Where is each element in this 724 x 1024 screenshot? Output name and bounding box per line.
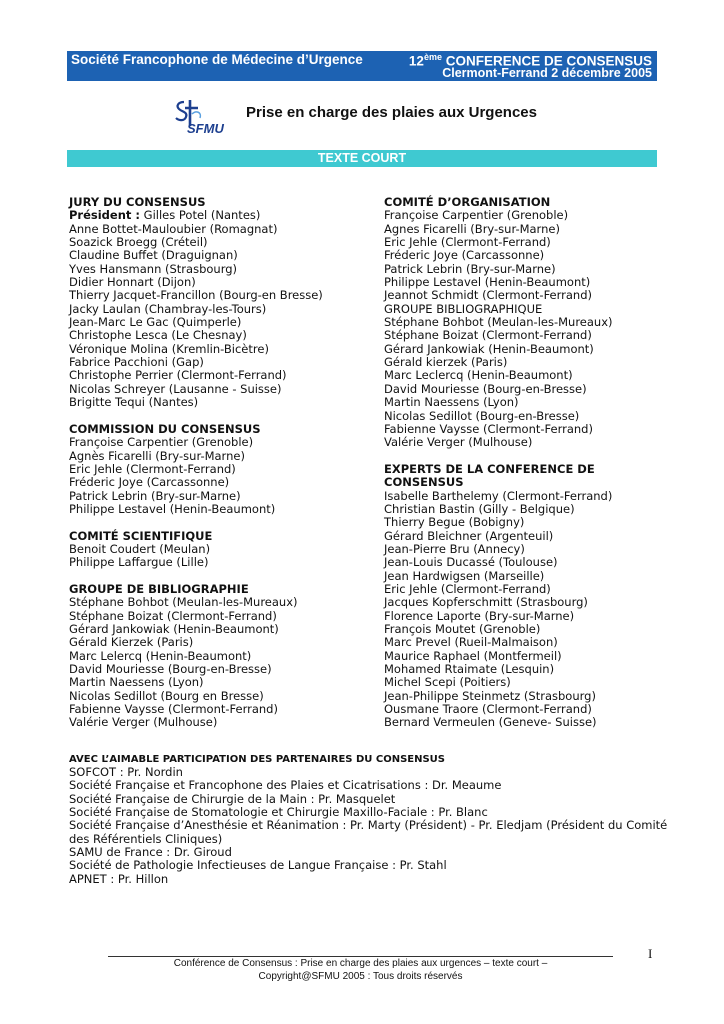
list-item: Société Française d’Anesthésie et Réanimation : Pr. Marty (Président) - Pr. Eledjam (Président du Comité des Référentiels Cliniques): [69, 818, 668, 846]
list-item: APNET : Pr. Hillon: [69, 871, 169, 886]
scientific-committee-title: COMITÉ SCIENTIFIQUE: [69, 528, 213, 543]
list-item: GROUPE BIBLIOGRAPHIQUE: [384, 301, 543, 316]
list-item: Patrick Lebrin (Bry-sur-Marne): [384, 261, 556, 276]
list-item: Fabrice Pacchioni (Gap): [69, 355, 204, 370]
conference-place-date: Clermont-Ferrand 2 décembre 2005: [442, 66, 652, 80]
list-item: Fréderic Joye (Carcassonne): [69, 475, 230, 490]
list-item: David Mouriesse (Bourg-en-Bresse): [69, 662, 272, 677]
list-item: Jacques Kopferschmitt (Strasbourg): [384, 595, 588, 610]
section-banner: TEXTE COURT: [67, 150, 657, 167]
list-item: Yves Hansmann (Strasbourg): [69, 261, 238, 276]
right-column: [384, 196, 674, 730]
list-item: Philippe Lestavel (Henin-Beaumont): [384, 275, 591, 290]
list-item: Philippe Laffargue (Lille): [69, 555, 209, 570]
list-item: Martin Naessens (Lyon): [384, 395, 519, 410]
list-item: Michel Scepi (Poitiers): [384, 675, 511, 690]
list-item: Stéphane Bohbot (Meulan-les-Mureaux): [384, 315, 613, 330]
list-item: Jean Hardwigsen (Marseille): [384, 568, 545, 583]
list-item: Gérard Bleichner (Argenteuil): [384, 528, 554, 543]
list-item: Christophe Lesca (Le Chesnay): [69, 328, 247, 343]
list-item: Nicolas Schreyer (Lausanne - Suisse): [69, 381, 282, 396]
list-item: Agnes Ficarelli (Bry-sur-Marne): [384, 221, 560, 236]
list-item: Jacky Laulan (Chambray-les-Tours): [69, 301, 267, 316]
list-item: Gérald Kierzek (Paris): [69, 635, 194, 650]
list-item: Thierry Jacquet-Francillon (Bourg-en Bresse): [69, 288, 323, 303]
list-item: Anne Bottet-Mauloubier (Romagnat): [69, 221, 278, 236]
sfmu-logo-icon: [170, 96, 224, 136]
list-item: Didier Honnart (Dijon): [69, 275, 196, 290]
partners-section: [69, 753, 669, 886]
document-title: Prise en charge des plaies aux Urgences: [246, 104, 537, 121]
list-item: Société Française de Stomatologie et Chirurgie Maxillo-Faciale : Pr. Blanc: [69, 805, 488, 820]
list-item: Gérard Jankowiak (Henin-Beaumont): [69, 622, 279, 636]
commission-title: COMMISSION DU CONSENSUS: [69, 421, 261, 436]
bibliography-group-title: GROUPE DE BIBLIOGRAPHIE: [69, 581, 249, 596]
list-item: Valérie Verger (Mulhouse): [384, 435, 533, 450]
footer: [108, 958, 613, 983]
list-item: Eric Jehle (Clermont-Ferrand): [384, 235, 551, 250]
list-item: SAMU de France : Dr. Giroud: [69, 845, 232, 860]
scientific-committee-members: [69, 543, 369, 570]
list-item: Brigitte Tequi (Nantes): [69, 395, 199, 410]
list-item: François Moutet (Grenoble): [384, 622, 541, 636]
list-item: Philippe Lestavel (Henin-Beaumont): [69, 501, 276, 516]
partners-title: AVEC L’AIMABLE PARTICIPATION DES PARTENAIRES DU CONSENSUS: [69, 754, 446, 765]
list-item: David Mouriesse (Bourg-en-Bresse): [384, 381, 587, 396]
list-item: Françoise Carpentier (Grenoble): [69, 435, 254, 450]
list-item: Eric Jehle (Clermont-Ferrand): [69, 461, 236, 476]
list-item: SOFCOT : Pr. Nordin: [69, 765, 183, 779]
list-item: Jean-Pierre Bru (Annecy): [384, 541, 525, 556]
list-item: Mohamed Rtaimate (Lesquin): [384, 662, 555, 677]
list-item: Christophe Perrier (Clermont-Ferrand): [69, 368, 287, 383]
list-item: Stéphane Bohbot (Meulan-les-Mureaux): [69, 595, 298, 610]
list-item: Marc Leclercq (Henin-Beaumont): [384, 368, 573, 383]
list-item: Nicolas Sedillot (Bourg en Bresse): [69, 688, 264, 703]
svg-text:SFMU: SFMU: [187, 121, 224, 136]
footer-divider: [108, 956, 613, 957]
experts-title: EXPERTS DE LA CONFERENCE DE CONSENSUS: [384, 461, 595, 490]
footer-line-1: Conférence de Consensus : Prise en charge des plaies aux urgences – texte court –: [173, 958, 548, 969]
footer-line-2: Copyright@SFMU 2005 : Tous droits réservés: [258, 970, 463, 982]
list-item: Fréderic Joye (Carcassonne): [384, 248, 545, 263]
list-item: Patrick Lebrin (Bry-sur-Marne): [69, 488, 241, 503]
list-item: Maurice Raphael (Montfermeil): [384, 648, 562, 663]
list-item: Gérald kierzek (Paris): [384, 355, 508, 370]
list-item: Véronique Molina (Kremlin-Bicètre): [69, 341, 269, 356]
list-item: Société Française et Francophone des Plaies et Cicatrisations : Dr. Meaume: [69, 778, 502, 793]
list-item: Jean-Marc Le Gac (Quimperle): [69, 315, 242, 330]
list-item: Marc Prevel (Rueil-Malmaison): [384, 635, 558, 650]
list-item: Isabelle Barthelemy (Clermont-Ferrand): [384, 488, 613, 503]
list-item: Eric Jehle (Clermont-Ferrand): [384, 581, 551, 596]
jury-title: JURY DU CONSENSUS: [69, 195, 206, 209]
list-item: Gérard Jankowiak (Henin-Beaumont): [384, 341, 594, 356]
list-item: Martin Naessens (Lyon): [69, 675, 204, 690]
list-item: Jean-Philippe Steinmetz (Strasbourg): [384, 688, 596, 703]
list-item: Stéphane Boizat (Clermont-Ferrand): [384, 328, 592, 343]
list-item: Fabienne Vaysse (Clermont-Ferrand): [69, 702, 278, 717]
list-item: Agnès Ficarelli (Bry-sur-Marne): [69, 448, 245, 463]
list-item: Thierry Begue (Bobigny): [384, 515, 525, 530]
left-column: [69, 196, 369, 730]
list-item: Stéphane Boizat (Clermont-Ferrand): [69, 608, 277, 623]
list-item: Ousmane Traore (Clermont-Ferrand): [384, 702, 592, 717]
organisation-committee-title: COMITÉ D’ORGANISATION: [384, 195, 551, 209]
list-item: Christian Bastin (Gilly - Belgique): [384, 501, 575, 516]
list-item: Bernard Vermeulen (Geneve- Suisse): [384, 715, 597, 730]
jury-members: [69, 223, 369, 410]
organisation-committee-members: [384, 209, 674, 449]
list-item: Claudine Buffet (Draguignan): [69, 248, 238, 263]
bibliography-group-members: [69, 596, 369, 729]
list-item: Marc Lelercq (Henin-Beaumont): [69, 648, 252, 663]
list-item: Françoise Carpentier (Grenoble): [384, 208, 569, 223]
page-number: I: [648, 946, 653, 961]
list-item: Fabienne Vaysse (Clermont-Ferrand): [384, 421, 593, 436]
list-item: Benoit Coudert (Meulan): [69, 541, 211, 556]
list-item: Valérie Verger (Mulhouse): [69, 715, 218, 730]
society-name: Société Francophone de Médecine d’Urgence: [71, 52, 363, 67]
conference-title: 12ème CONFERENCE DE CONSENSUS: [408, 52, 652, 69]
jury-president: Président : Gilles Potel (Nantes): [69, 208, 261, 223]
experts-members: [384, 490, 674, 730]
list-item: Nicolas Sedillot (Bourg-en-Bresse): [384, 408, 580, 423]
commission-members: [69, 436, 369, 516]
list-item: Société de Pathologie Infectieuses de Langue Française : Pr. Stahl: [69, 858, 447, 873]
header-bar: [67, 51, 657, 81]
list-item: Jean-Louis Ducassé (Toulouse): [384, 555, 558, 570]
list-item: Florence Laporte (Bry-sur-Marne): [384, 608, 575, 623]
list-item: Société Française de Chirurgie de la Main : Pr. Masquelet: [69, 791, 396, 806]
list-item: Soazick Broegg (Créteil): [69, 235, 208, 250]
list-item: Jeannot Schmidt (Clermont-Ferrand): [384, 288, 592, 303]
